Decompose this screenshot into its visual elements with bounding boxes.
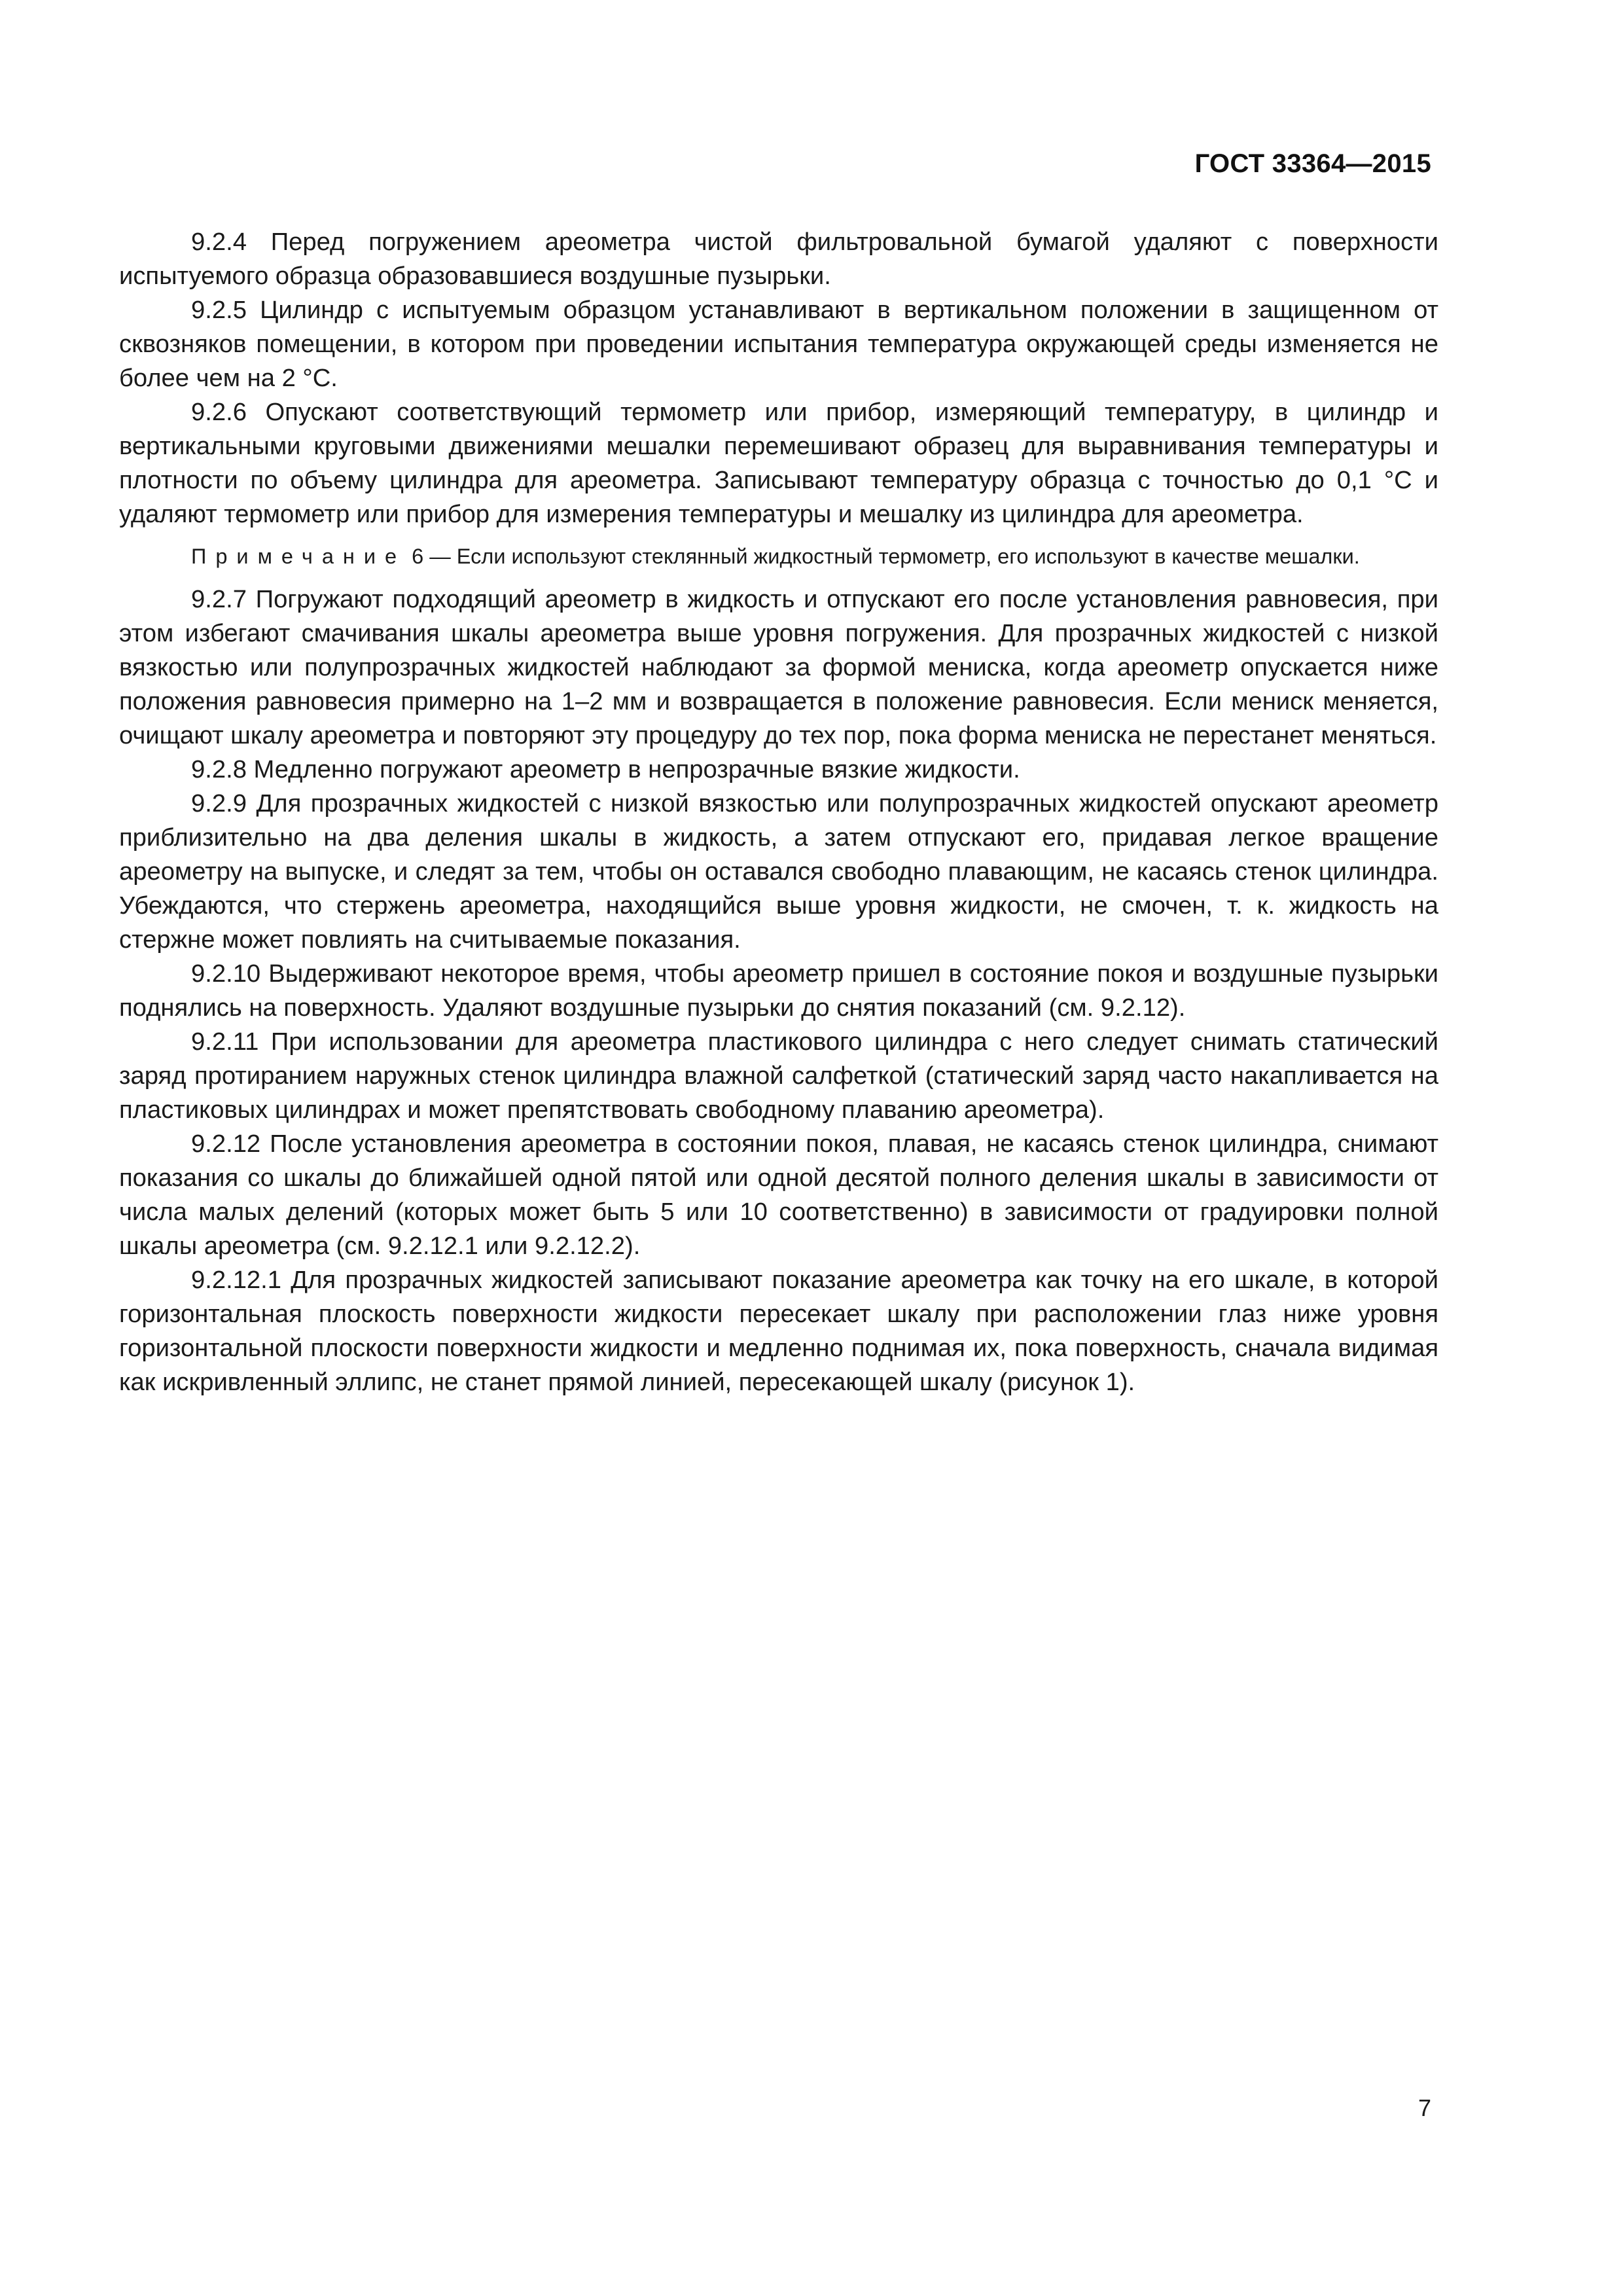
page-header-standard: ГОСТ 33364—2015 [1194,149,1431,178]
paragraph-9-2-12: 9.2.12 После установления ареометра в состоянии покоя, плавая, не касаясь стенок цилиндра, снимают показания со шкалы до ближайшей одной пятой или одной десятой полного деления шкалы в зависимости от числа малых делений (которых может быть 5 или 10 соответственно) в зависимости от градуировки полной шкалы ареометра (см. 9.2.12.1 или 9.2.12.2). [119,1130,1438,1260]
note-6 [119,541,1438,572]
paragraph-9-2-9: 9.2.9 Для прозрачных жидкостей с низкой вязкостью или полупрозрачных жидкостей опускают ареометр приблизительно на два деления шкалы в жидкость, а затем отпускают его, придавая легкое вращение ареометру на выпуске, и следят за тем, чтобы он оставался свободно плавающим, не касаясь стенок цилиндра. Убеждаются, что стержень ареометра, находящийся выше уровня жидкости, не смочен, т. к. жидкость на стержне может повлиять на считываемые показания. [119,789,1438,954]
paragraph-9-2-11: 9.2.11 При использовании для ареометра пластикового цилиндра с него следует снимать статический заряд протиранием наружных стенок цилиндра влажной салфеткой (статический заряд часто накапливается на пластиковых цилиндрах и может препятствовать свободному плаванию ареометра). [119,1028,1438,1124]
paragraph-9-2-10: 9.2.10 Выдерживают некоторое время, чтобы ареометр пришел в состояние покоя и воздушные пузырьки поднялись на поверхность. Удаляют воздушные пузырьки до снятия показаний (см. 9.2.12). [119,960,1438,1022]
paragraph-9-2-4: 9.2.4 Перед погружением ареометра чистой фильтровальной бумагой удаляют с поверхности испытуемого образца образовавшиеся воздушные пузырьки. [119,228,1438,290]
note-text: 6 — Если используют стеклянный жидкостный термометр, его используют в качестве мешалки. [412,545,1360,568]
paragraph-9-2-12-1: 9.2.12.1 Для прозрачных жидкостей записывают показание ареометра как точку на его шкале, в которой горизонтальная плоскость поверхности жидкости пересекает шкалу при расположении глаз ниже уровня горизонтальной плоскости поверхности жидкости и медленно поднимая их, пока поверхность, сначала видимая как искривленный эллипс, не станет прямой линией, пересекающей шкалу (рисунок 1). [119,1266,1438,1396]
paragraph-9-2-7: 9.2.7 Погружают подходящий ареометр в жидкость и отпускают его после установления равновесия, при этом избегают смачивания шкалы ареометра выше уровня погружения. Для прозрачных жидкостей с низкой вязкостью или полупрозрачных жидкостей наблюдают за формой мениска, когда ареометр опускается ниже положения равновесия примерно на 1–2 мм и возвращается в положение равновесия. Если мениск меняется, очищают шкалу ареометра и повторяют эту процедуру до тех пор, пока форма мениска не перестанет меняться. [119,585,1438,749]
main-content [119,225,1438,1399]
paragraph-9-2-8: 9.2.8 Медленно погружают ареометр в непрозрачные вязкие жидкости. [191,755,1020,783]
paragraph-9-2-6: 9.2.6 Опускают соответствующий термометр или прибор, измеряющий температуру, в цилиндр и вертикальными круговыми движениями мешалки перемешивают образец для выравнивания температуры и плотности по объему цилиндра для ареометра. Записывают температуру образца с точностью до 0,1 °С и удаляют термометр или прибор для измерения температуры и мешалку из цилиндра для ареометра. [119,398,1438,528]
page-number: 7 [1418,2094,1431,2121]
note-label: Примечание [191,545,406,568]
paragraph-9-2-5: 9.2.5 Цилиндр с испытуемым образцом устанавливают в вертикальном положении в защищенном от сквозняков помещении, в котором при проведении испытания температура окружающей среды изменяется не более чем на 2 °С. [119,296,1438,392]
